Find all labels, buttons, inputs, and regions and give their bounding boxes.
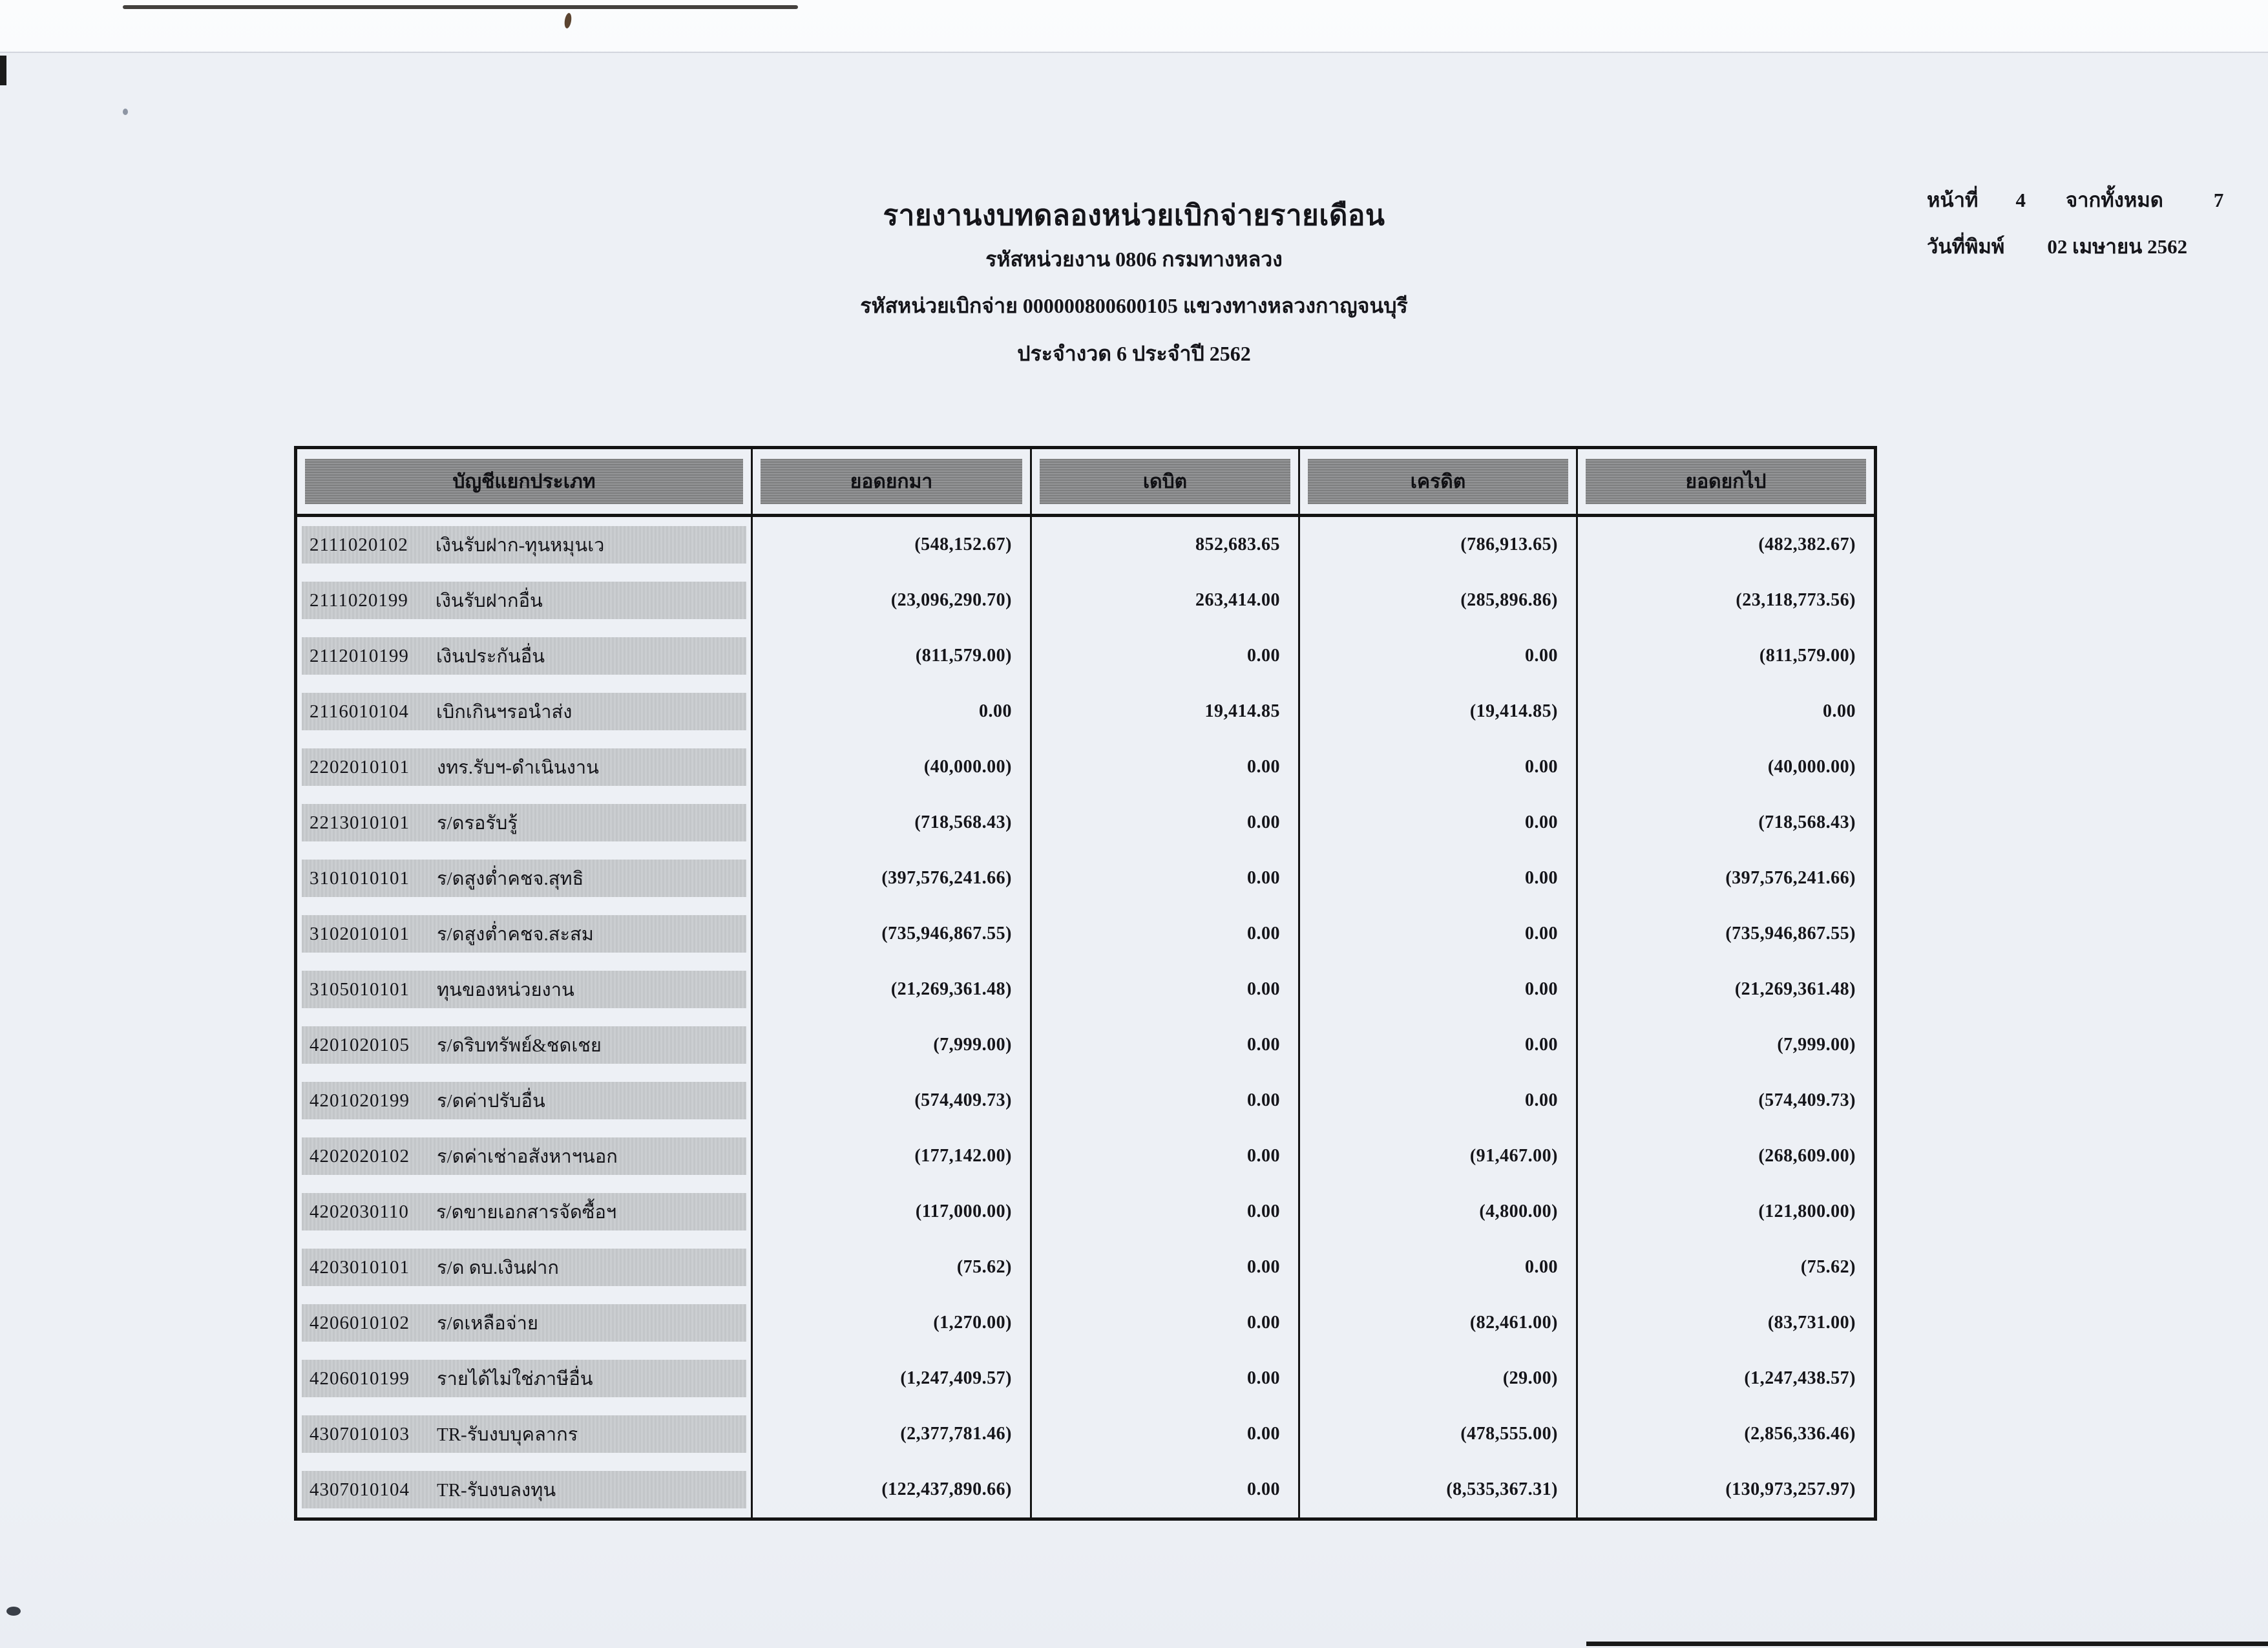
debit-value: 0.00 xyxy=(1032,795,1300,850)
account-cell xyxy=(297,684,753,739)
debit-value: 0.00 xyxy=(1032,1351,1300,1406)
account-code: 4307010104 xyxy=(310,1479,410,1500)
account-code: 4206010102 xyxy=(310,1312,410,1333)
debit-value: 0.00 xyxy=(1032,1073,1300,1128)
carry-forward-value: (23,096,290.70) xyxy=(753,573,1032,628)
balance-value: (83,731.00) xyxy=(1767,1313,1856,1333)
report-title: รายงานงบทดลองหน่วยเบิกจ่ายรายเดือน xyxy=(883,200,1385,231)
balance-value: (75.62) xyxy=(1800,1257,1856,1277)
scan-artifact-left-edge xyxy=(0,56,6,85)
scan-crease-line xyxy=(0,52,2268,53)
debit-value: 0.00 xyxy=(1032,962,1300,1017)
account-band xyxy=(302,860,746,897)
balance-value: (268,609.00) xyxy=(1758,1146,1856,1166)
account-code: 2202010101 xyxy=(310,756,410,777)
header-cell-credit xyxy=(1300,449,1578,514)
debit-value: 0.00 xyxy=(1032,1184,1300,1240)
credit-value: (285,896.86) xyxy=(1300,573,1578,628)
account-band xyxy=(302,1360,746,1397)
page-number: 4 xyxy=(2015,189,2026,211)
carry-forward-value: (1,270.00) xyxy=(753,1295,1032,1351)
debit-value: 19,414.85 xyxy=(1032,684,1300,739)
credit-value: (478,555.00) xyxy=(1300,1406,1578,1462)
scan-artifact-bottom-strip xyxy=(1586,1642,2268,1646)
header-cell-carry-forward xyxy=(753,449,1032,514)
account-code: 4307010103 xyxy=(310,1423,410,1444)
account-cell xyxy=(297,962,753,1017)
debit-value: 0.00 xyxy=(1032,739,1300,795)
account-name: ร/ดค่าเช่าอสังหาฯนอก xyxy=(437,1146,618,1167)
balance-value: (397,576,241.66) xyxy=(1725,868,1856,888)
table-row xyxy=(297,795,1874,850)
account-name: ร/ดค่าปรับอื่น xyxy=(437,1091,545,1112)
print-date-label: วันที่พิมพ์ xyxy=(1927,235,2005,258)
account-cell xyxy=(297,1462,753,1517)
account-band xyxy=(302,1304,746,1342)
table-row xyxy=(297,739,1874,795)
table-row xyxy=(297,906,1874,962)
print-date-row xyxy=(1927,230,2223,262)
header-cell-account xyxy=(297,449,753,514)
account-cell xyxy=(297,1351,753,1406)
account-cell xyxy=(297,517,753,573)
account-code: 2111020102 xyxy=(310,534,408,555)
report-agency-line: รหัสหน่วยงาน 0806 กรมทางหลวง xyxy=(985,248,1283,271)
balance-value: (2,856,336.46) xyxy=(1744,1424,1856,1444)
account-cell xyxy=(297,1240,753,1295)
carry-forward-value: (117,000.00) xyxy=(753,1184,1032,1240)
scan-artifact-dot xyxy=(123,109,128,115)
account-name: ร/ด ดบ.เงินฝาก xyxy=(437,1258,559,1278)
account-name: ทุนของหน่วยงาน xyxy=(437,980,574,1000)
table-row xyxy=(297,573,1874,628)
carry-forward-value: 0.00 xyxy=(753,684,1032,739)
carry-forward-value: (548,152.67) xyxy=(753,517,1032,573)
header-credit-label: เครดิต xyxy=(1308,459,1568,504)
debit-value: 0.00 xyxy=(1032,1240,1300,1295)
debit-value: 852,683.65 xyxy=(1032,517,1300,573)
account-code: 3102010101 xyxy=(310,923,410,944)
credit-value: 0.00 xyxy=(1300,795,1578,850)
account-name: ร/ดขายเอกสารจัดซื้อฯ xyxy=(436,1202,617,1223)
account-cell xyxy=(297,1406,753,1462)
carry-forward-value: (177,142.00) xyxy=(753,1128,1032,1184)
page-meta xyxy=(1927,184,2223,262)
account-name: ร/ดริบทรัพย์&ชดเชย xyxy=(437,1035,602,1056)
credit-value: 0.00 xyxy=(1300,850,1578,906)
account-cell xyxy=(297,1184,753,1240)
account-band xyxy=(302,1471,746,1508)
account-cell xyxy=(297,795,753,850)
debit-value: 0.00 xyxy=(1032,906,1300,962)
print-date-value: 02 เมษายน 2562 xyxy=(2047,235,2188,258)
account-cell xyxy=(297,628,753,684)
account-band xyxy=(302,1249,746,1286)
page-number-row xyxy=(1927,184,2223,216)
header-account-label: บัญชีแยกประเภท xyxy=(305,459,743,504)
credit-value: (29.00) xyxy=(1300,1351,1578,1406)
balance-value: (811,579.00) xyxy=(1759,646,1856,666)
table-body xyxy=(297,517,1874,1517)
credit-value: 0.00 xyxy=(1300,1073,1578,1128)
table-row xyxy=(297,1240,1874,1295)
account-band xyxy=(302,582,746,619)
table-row xyxy=(297,1295,1874,1351)
account-name: รายได้ไม่ใช่ภาษีอื่น xyxy=(437,1369,593,1389)
account-code: 2116010104 xyxy=(310,701,409,722)
balance-value: (7,999.00) xyxy=(1777,1035,1856,1055)
debit-value: 263,414.00 xyxy=(1032,573,1300,628)
account-code: 4202020102 xyxy=(310,1145,410,1167)
account-cell xyxy=(297,1017,753,1073)
account-band xyxy=(302,804,746,841)
table-row xyxy=(297,1406,1874,1462)
table-row xyxy=(297,1351,1874,1406)
scan-artifact-top-strip xyxy=(123,5,798,9)
header-balance-label: ยอดยกไป xyxy=(1586,459,1866,504)
debit-value: 0.00 xyxy=(1032,1462,1300,1517)
credit-value: 0.00 xyxy=(1300,962,1578,1017)
account-band xyxy=(302,1137,746,1175)
credit-value: (4,800.00) xyxy=(1300,1184,1578,1240)
account-name: เบิกเกินฯรอนำส่ง xyxy=(436,702,572,723)
carry-forward-value: (75.62) xyxy=(753,1240,1032,1295)
account-name: งทร.รับฯ-ดำเนินงาน xyxy=(437,757,599,778)
balance-value: (735,946,867.55) xyxy=(1725,924,1856,944)
account-code: 4202030110 xyxy=(310,1201,409,1222)
table-row xyxy=(297,1128,1874,1184)
balance-value: (718,568.43) xyxy=(1758,812,1856,832)
account-code: 4201020199 xyxy=(310,1090,410,1111)
balance-value: (21,269,361.48) xyxy=(1734,979,1856,999)
balance-value: (130,973,257.97) xyxy=(1725,1479,1856,1499)
carry-forward-value: (2,377,781.46) xyxy=(753,1406,1032,1462)
total-pages-value: 7 xyxy=(2213,189,2224,211)
account-code: 2111020199 xyxy=(310,589,408,611)
account-name: ร/ดสูงต่ำคชจ.สุทธิ xyxy=(437,869,584,889)
account-band xyxy=(302,915,746,953)
trial-balance-table xyxy=(294,446,1877,1521)
credit-value: 0.00 xyxy=(1300,1240,1578,1295)
debit-value: 0.00 xyxy=(1032,628,1300,684)
account-band xyxy=(302,748,746,786)
account-name: ร/ดเหลือจ่าย xyxy=(437,1313,538,1334)
carry-forward-value: (574,409.73) xyxy=(753,1073,1032,1128)
carry-forward-value: (7,999.00) xyxy=(753,1017,1032,1073)
account-cell xyxy=(297,1295,753,1351)
debit-value: 0.00 xyxy=(1032,1406,1300,1462)
account-cell xyxy=(297,573,753,628)
credit-value: (8,535,367.31) xyxy=(1300,1462,1578,1517)
account-name: ร/ดรอรับรู้ xyxy=(437,813,518,834)
scan-artifact-speck xyxy=(563,12,572,28)
account-cell xyxy=(297,739,753,795)
balance-value: (121,800.00) xyxy=(1758,1201,1856,1221)
account-name: TR-รับงบบุคลากร xyxy=(437,1424,578,1445)
table-row xyxy=(297,684,1874,739)
header-carry-forward-label: ยอดยกมา xyxy=(761,459,1022,504)
account-cell xyxy=(297,850,753,906)
credit-value: (19,414.85) xyxy=(1300,684,1578,739)
account-cell xyxy=(297,906,753,962)
header-debit-label: เดบิต xyxy=(1040,459,1290,504)
debit-value: 0.00 xyxy=(1032,1017,1300,1073)
account-code: 2213010101 xyxy=(310,812,410,833)
account-code: 3105010101 xyxy=(310,978,410,1000)
report-unit-line: รหัสหน่วยเบิกจ่าย 000000800600105 แขวงทางหลวงกาญจนบุรี xyxy=(860,294,1408,317)
account-name: เงินประกันอื่น xyxy=(436,646,545,667)
total-pages-label: จากทั้งหมด xyxy=(2065,189,2163,211)
credit-value: 0.00 xyxy=(1300,628,1578,684)
account-code: 3101010101 xyxy=(310,867,410,889)
table-row xyxy=(297,1017,1874,1073)
header-cell-balance xyxy=(1578,449,1874,514)
account-band xyxy=(302,1415,746,1453)
credit-value: (82,461.00) xyxy=(1300,1295,1578,1351)
account-code: 2112010199 xyxy=(310,645,409,666)
carry-forward-value: (122,437,890.66) xyxy=(753,1462,1032,1517)
table-row xyxy=(297,1073,1874,1128)
account-cell xyxy=(297,1073,753,1128)
account-band xyxy=(302,526,746,564)
account-band xyxy=(302,637,746,675)
carry-forward-value: (1,247,409.57) xyxy=(753,1351,1032,1406)
report-period-line: ประจำงวด 6 ประจำปี 2562 xyxy=(1017,342,1251,365)
table-row xyxy=(297,628,1874,684)
credit-value: 0.00 xyxy=(1300,906,1578,962)
table-header-row xyxy=(297,449,1874,517)
balance-value: (574,409.73) xyxy=(1758,1090,1856,1110)
table-row xyxy=(297,517,1874,573)
account-band xyxy=(302,1026,746,1064)
account-name: TR-รับงบลงทุน xyxy=(437,1480,556,1501)
account-band xyxy=(302,971,746,1008)
debit-value: 0.00 xyxy=(1032,1295,1300,1351)
scan-artifact-bottom-left-speck xyxy=(6,1607,21,1616)
header-cell-debit xyxy=(1032,449,1300,514)
credit-value: (786,913.65) xyxy=(1300,517,1578,573)
account-code: 4206010199 xyxy=(310,1368,410,1389)
account-cell xyxy=(297,1128,753,1184)
carry-forward-value: (735,946,867.55) xyxy=(753,906,1032,962)
account-band xyxy=(302,693,746,730)
balance-value: 0.00 xyxy=(1823,701,1856,721)
balance-value: (482,382.67) xyxy=(1758,534,1856,555)
debit-value: 0.00 xyxy=(1032,1128,1300,1184)
table-row xyxy=(297,850,1874,906)
balance-value: (1,247,438.57) xyxy=(1744,1368,1856,1388)
account-name: เงินรับฝากอื่น xyxy=(435,591,543,611)
account-band xyxy=(302,1193,746,1231)
credit-value: 0.00 xyxy=(1300,739,1578,795)
credit-value: (91,467.00) xyxy=(1300,1128,1578,1184)
table-row xyxy=(297,962,1874,1017)
page-label: หน้าที่ xyxy=(1927,189,1979,211)
carry-forward-value: (21,269,361.48) xyxy=(753,962,1032,1017)
account-name: ร/ดสูงต่ำคชจ.สะสม xyxy=(437,924,594,945)
credit-value: 0.00 xyxy=(1300,1017,1578,1073)
account-name: เงินรับฝาก-ทุนหมุนเว xyxy=(435,535,605,556)
account-code: 4203010101 xyxy=(310,1256,410,1278)
table-row xyxy=(297,1462,1874,1517)
account-code: 4201020105 xyxy=(310,1034,410,1055)
balance-value: (23,118,773.56) xyxy=(1736,590,1856,610)
table-row xyxy=(297,1184,1874,1240)
debit-value: 0.00 xyxy=(1032,850,1300,906)
carry-forward-value: (811,579.00) xyxy=(753,628,1032,684)
carry-forward-value: (40,000.00) xyxy=(753,739,1032,795)
account-band xyxy=(302,1082,746,1119)
carry-forward-value: (718,568.43) xyxy=(753,795,1032,850)
carry-forward-value: (397,576,241.66) xyxy=(753,850,1032,906)
balance-value: (40,000.00) xyxy=(1767,757,1856,777)
